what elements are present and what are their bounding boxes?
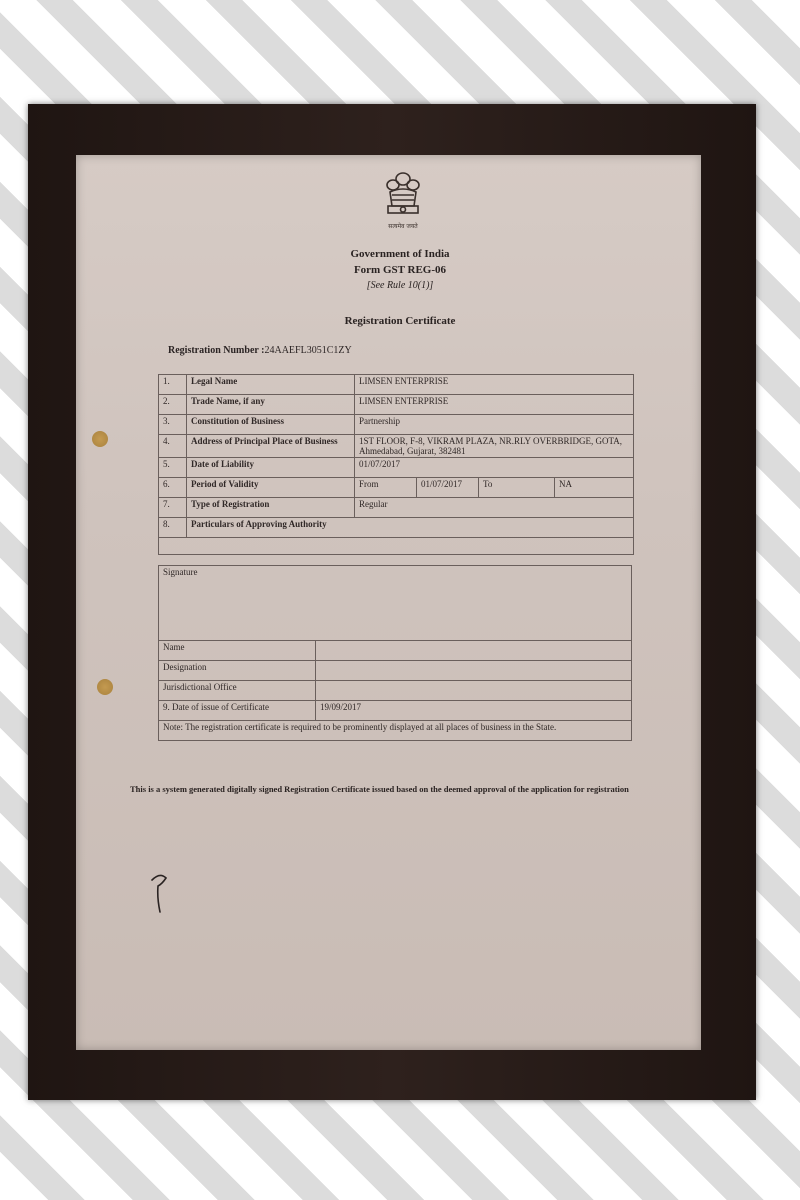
row-label: Jurisdictional Office (159, 681, 316, 701)
signature-label: Signature (159, 566, 632, 641)
registration-number-value: 24AAEFL3051C1ZY (264, 345, 352, 356)
row-number: 7. (159, 498, 187, 518)
row-label: Constitution of Business (187, 415, 355, 435)
table-row-spacer (159, 538, 634, 555)
row-label: Particulars of Approving Authority (187, 518, 634, 538)
row-number: 1. (159, 375, 187, 395)
validity-from-date: 01/07/2017 (417, 478, 479, 498)
national-emblem-icon (378, 170, 428, 232)
row-label: Date of Liability (187, 458, 355, 478)
row-value: LIMSEN ENTERPRISE (355, 375, 634, 395)
row-value: Regular (355, 498, 634, 518)
header-form: Form GST REG-06 (353, 264, 447, 276)
row-label: Trade Name, if any (187, 395, 355, 415)
table-row (159, 518, 634, 538)
row-value (316, 641, 632, 661)
row-label: Legal Name (187, 375, 355, 395)
row-number: 4. (159, 435, 187, 458)
row-number: 8. (159, 518, 187, 538)
row-number: 6. (159, 478, 187, 498)
table-row (159, 375, 634, 395)
note-row (159, 721, 632, 741)
validity-from-label: From (355, 478, 417, 498)
table-row (159, 681, 632, 701)
table-row-validity (159, 478, 634, 498)
certificate-title: Registration Certificate (344, 315, 456, 327)
table-row (159, 435, 634, 458)
row-value (316, 681, 632, 701)
row-label: Period of Validity (187, 478, 355, 498)
table-row (159, 395, 634, 415)
row-value: Partnership (355, 415, 634, 435)
registration-number-label: Registration Number : (168, 345, 265, 356)
row-number: 2. (159, 395, 187, 415)
validity-to-date: NA (555, 478, 634, 498)
row-label: Designation (159, 661, 316, 681)
spacer-cell (159, 538, 634, 555)
row-label: Type of Registration (187, 498, 355, 518)
header-rule: [See Rule 10(1)] (366, 280, 434, 291)
handwritten-mark-icon (146, 868, 176, 918)
row-value: 1ST FLOOR, F-8, VIKRAM PLAZA, NR.RLY OVERBRIDGE, GOTA, Ahmedabad, Gujarat, 382481 (355, 435, 634, 458)
row-number: 3. (159, 415, 187, 435)
table-row (159, 458, 634, 478)
registration-number (168, 345, 352, 356)
row-label: Address of Principal Place of Business (187, 435, 355, 458)
row-value: 19/09/2017 (316, 701, 632, 721)
signature-row (159, 566, 632, 641)
row-value (316, 661, 632, 681)
table-row (159, 701, 632, 721)
authority-table (158, 565, 632, 741)
table-row (159, 415, 634, 435)
row-value: LIMSEN ENTERPRISE (355, 395, 634, 415)
details-table (158, 374, 634, 555)
punch-hole (97, 679, 113, 695)
punch-hole (92, 431, 108, 447)
row-label: Name (159, 641, 316, 661)
system-generated-notice: This is a system generated digitally signed Registration Certificate issued based on the deemed approval of the application for registration (130, 784, 629, 794)
header-government: Government of India (350, 248, 450, 260)
table-row (159, 661, 632, 681)
validity-to-label: To (479, 478, 555, 498)
row-value: 01/07/2017 (355, 458, 634, 478)
row-number: 5. (159, 458, 187, 478)
row-label: 9. Date of issue of Certificate (159, 701, 316, 721)
note-text: Note: The registration certificate is required to be prominently displayed at all places of business in the State. (159, 721, 632, 741)
emblem-caption: सत्यमेव जयते (388, 223, 418, 230)
table-row (159, 641, 632, 661)
table-row (159, 498, 634, 518)
